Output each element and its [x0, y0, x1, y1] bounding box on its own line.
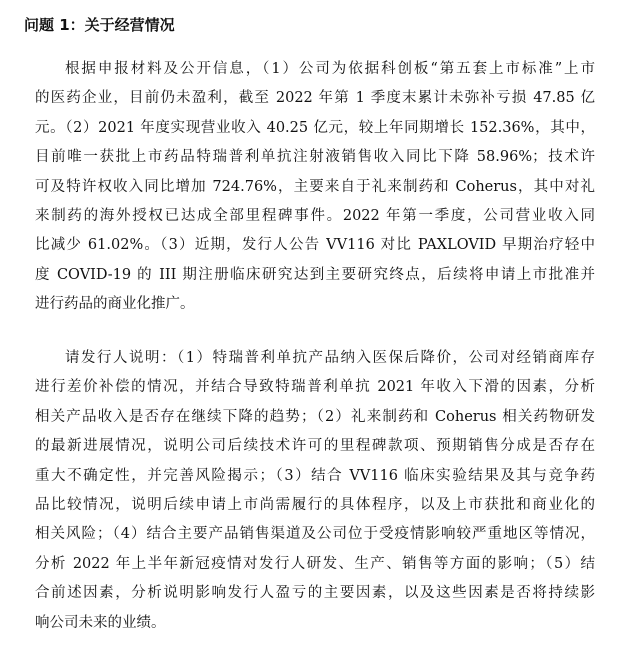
- paragraph-line: 元。（2）2021 年度实现营业收入 40.25 亿元，较上年同期增长 152.36%，其中，: [35, 119, 595, 136]
- paragraph-line: 相关产品收入是否存在继续下降的趋势；（2）礼来制药和 Coherus 相关药物研发: [35, 408, 595, 425]
- paragraph-line: 的医药企业，目前仍未盈利，截至 2022 年第 1 季度末累计未弥补亏损 47.85 亿: [35, 90, 595, 107]
- paragraph-line: 可及特许权收入同比增加 724.76%，主要来自于礼来制药和 Coherus，其中对礼: [35, 178, 595, 195]
- paragraph-line: 目前唯一获批上市药品特瑞普利单抗注射液销售收入同比下降 58.96%；技术许: [35, 149, 595, 166]
- paragraph-line: 品比较情况，说明后续申请上市尚需履行的具体程序，以及上市获批和商业化的: [35, 496, 595, 513]
- paragraph-line: 响公司未来的业绩。: [35, 614, 166, 631]
- paragraph-background: [35, 55, 595, 320]
- paragraph-line: 请发行人说明：（1）特瑞普利单抗产品纳入医保后降价，公司对经销商库存: [65, 350, 595, 366]
- paragraph-line: 进行差价补偿的情况，并结合导致特瑞普利单抗 2021 年收入下滑的因素，分析: [35, 379, 595, 396]
- paragraph-line: 进行药品的商业化推广。: [35, 296, 195, 313]
- paragraph-line: 根据申报材料及公开信息，（1）公司为依据科创板“第五套上市标准”上市: [65, 61, 595, 77]
- paragraph-line: 的最新进展情况，说明公司后续技术许可的里程碑款项、预期销售分成是否存在: [35, 438, 595, 455]
- paragraph-line: 相关风险；（4）结合主要产品销售渠道及公司位于受疫情影响较严重地区等情况，: [35, 526, 595, 543]
- paragraph-line: 合前述因素，分析说明影响发行人盈亏的主要因素，以及这些因素是否将持续影: [35, 585, 595, 602]
- section-heading: 问题 1：关于经营情况: [24, 16, 175, 34]
- paragraph-line: 度 COVID-19 的 III 期注册临床研究达到主要研究终点，后续将申请上市批准并: [35, 266, 595, 283]
- paragraph-line: 分析 2022 年上半年新冠疫情对发行人研发、生产、销售等方面的影响；（5）结: [35, 555, 595, 572]
- paragraph-line: 比减少 61.02%。（3）近期，发行人公告 VV116 对比 PAXLOVID 早期治疗轻中: [35, 237, 595, 254]
- paragraph-request: [35, 344, 595, 638]
- paragraph-line: 来制药的海外授权已达成全部里程碑事件。2022 年第一季度，公司营业收入同: [35, 207, 595, 224]
- paragraph-line: 重大不确定性，并完善风险揭示；（3）结合 VV116 临床实验结果及其与竞争药: [35, 467, 595, 484]
